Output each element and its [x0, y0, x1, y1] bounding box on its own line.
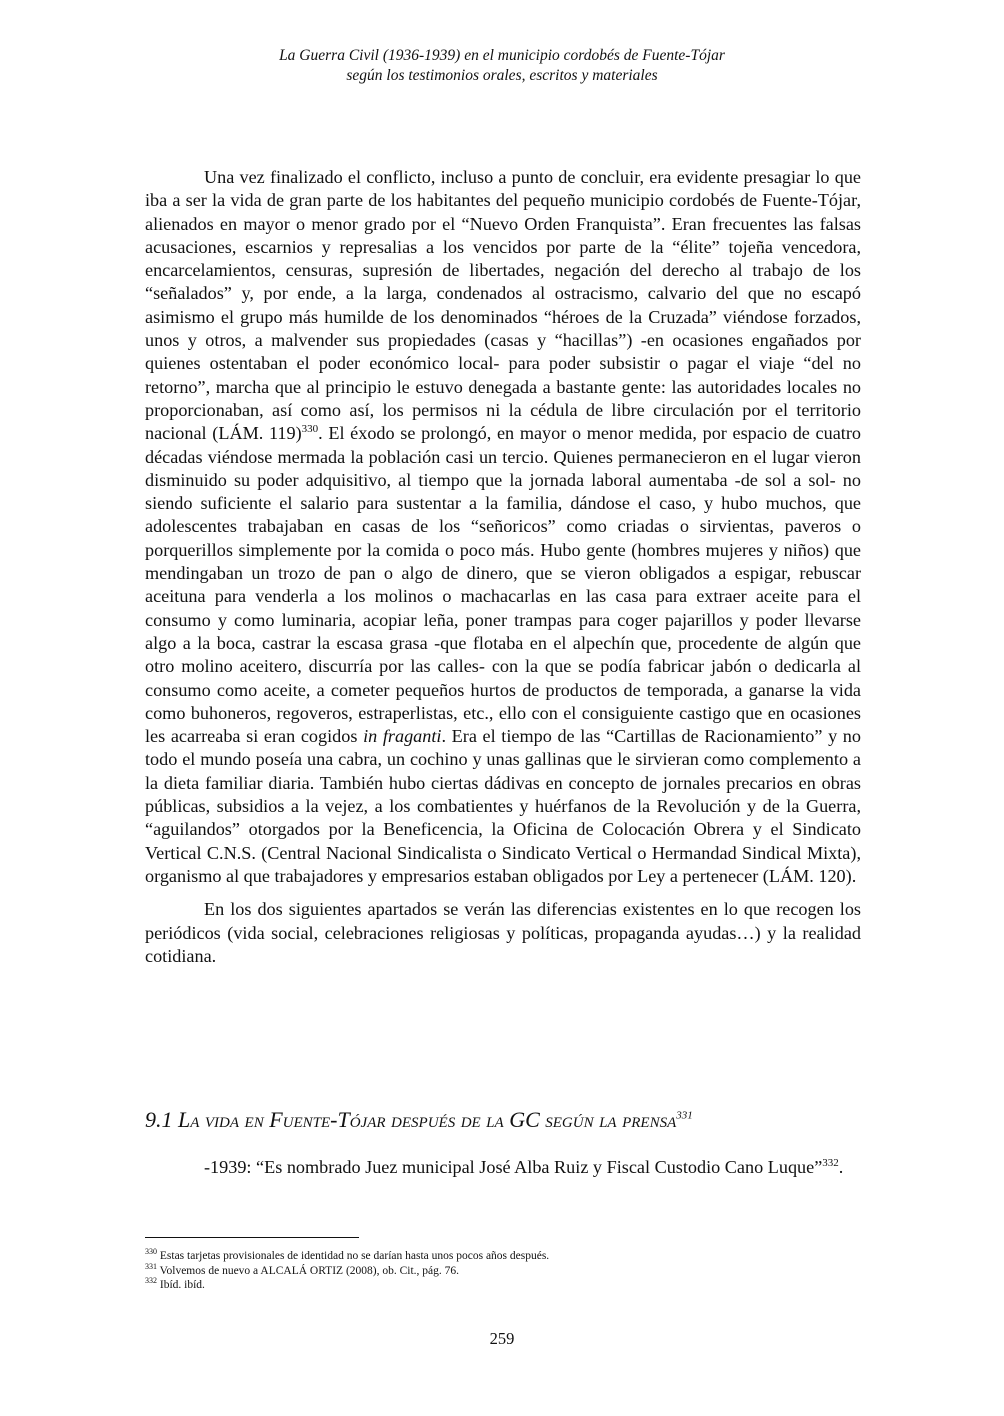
- footnote-332: [145, 1278, 861, 1293]
- footnote-text: Estas tarjetas provisionales de identidad no se darían hasta unos pocos años después.: [159, 1250, 550, 1262]
- footnote-330: [145, 1249, 861, 1264]
- running-header-title: La Guerra Civil (1936-1939) en el municipio cordobés de Fuente-Tójar: [279, 47, 725, 64]
- footnote-number: 330: [145, 1247, 157, 1257]
- footnote-ref-332[interactable]: 332: [822, 1156, 839, 1169]
- footnote-ref-331[interactable]: 331: [676, 1109, 693, 1122]
- footnote-divider: [145, 1237, 359, 1238]
- chronology-entry: [145, 1156, 861, 1179]
- paragraph-1-part-c: . Era el tiempo de las “Cartillas de Racionamiento” y no todo el mundo poseía una cabra, un cochino y unas gallinas que le sirvieran como complemento a la dieta familiar diaria. También hubo ciertas dádivas en concepto de jornales precarios en obras públicas, subsidios a la vejez, a los combatientes y huérfanos de la Revolución y de la Guerra, “aguilandos” otorgados por la Beneficencia, la Oficina de Colocación Obrera y el Sindicato Vertical C.N.S. (Central Nacional Sindicalista o Sindicato Vertical o Hermandad Sindical Mixta), organismo al que trabajadores y empresarios estaban obligados por Ley a pertenecer (LÁM. 120).: [145, 726, 861, 886]
- footnote-number: 331: [145, 1261, 157, 1271]
- footnote-text: Volvemos de nuevo a ALCALÁ ORTIZ (2008), ob. Cit., pág. 76.: [159, 1264, 460, 1277]
- page-number: 259: [489, 1329, 515, 1348]
- paragraph-1-part-b: . El éxodo se prolongó, en mayor o menor medida, por espacio de cuatro décadas viéndose mermada la población casi un tercio. Quienes permanecieron en el lugar vieron disminuido su poder adquisitivo, al tiempo que la jornada laboral aumentaba -de sol a sol- no siendo suficiente el salario para sustentar a la familia, dándose el caso, y hubo muchos, que adolescentes trabajaban en casas de los “señoricos” como criadas o sirvientas, paveros o porquerillos simplemente por la comida o poco más. Hubo gente (hombres mujeres y niños) que mendingaban un trozo de pan o algo de dinero, que se vieron obligados a espigar, rebuscar aceituna para venderla a los molinos o machacarlas en las casa para extraer aceite para el consumo y como luminaria, acopiar leña, poner trampas para coger pajarillos y poder llevarse algo a la boca, castrar la escasa grasa -que flotaba en el alpechín que, procedente de algún que otro molino aceitero, discurría por las calles- con la que se podía fabricar jabón o dedicarla al consumo como aceite, a cometer pequeños hurtos de productos de temporada, a ganarse la vida como buhoneros, regoveros, estraperlistas, etc., ello con el consiguiente castigo que en ocasiones les acarreaba si eran cogidos: [145, 423, 861, 747]
- running-header: [0, 46, 1004, 86]
- paragraph-1-part-a: Una vez finalizado el conflicto, incluso a punto de concluir, era evidente presagiar lo que iba a ser la vida de gran parte de los habitantes del pequeño municipio cordobés de Fuente-Tójar, alienados en mayor o menor grado por el “Nuevo Orden Franquista”. Eran frecuentes las falsas acusaciones, escarnios y represalias a los vencidos por parte de la “élite” tojeña vencedora, encarcelamientos, censuras, supresión de libertades, negación del derecho al trabajo de los “señalados” y, por ende, a la larga, condenados al ostracismo, calvario del que no escapó asimismo el grupo más humilde de los denominados “héroes de la Cruzada” viéndose forzados, unos y otros, a malvender sus propiedades (casas y “hacillas”) -en ocasiones engañados por quienes ostentaban el poder económico local- para poder subsistir o pagar el viaje “del no retorno”, marcha que al principio le estuvo denegada a bastante gente: las autoridades locales no proporcionaban, así como así, los permisos ni la cédula de libre circulación por el territorio nacional (LÁM. 119): [145, 167, 861, 444]
- footnote-text: Ibíd. ibíd.: [159, 1279, 205, 1291]
- section-heading: [145, 1106, 861, 1134]
- entry-end: .: [838, 1157, 844, 1177]
- footnote-ref-330[interactable]: 330: [301, 423, 319, 436]
- italic-phrase: in fraganti: [363, 726, 442, 747]
- paragraph-2: En los dos siguientes apartados se verán las diferencias existentes en lo que recogen los periódicos (vida social, celebraciones religiosas y políticas, propaganda ayudas…) y la realidad cotidiana.: [145, 899, 861, 966]
- running-header-subtitle: según los testimonios orales, escritos y materiales: [346, 67, 658, 84]
- footnotes: [145, 1249, 861, 1293]
- entry-text: -1939: “Es nombrado Juez municipal José Alba Ruiz y Fiscal Custodio Cano Luque”: [204, 1157, 823, 1177]
- section-heading-text: 9.1 La vida en Fuente-Tójar después de la GC según la prensa: [145, 1107, 677, 1132]
- paragraph-1: [145, 166, 861, 888]
- footnote-number: 332: [145, 1276, 157, 1286]
- body-text: [145, 166, 861, 968]
- footnote-331: [145, 1261, 861, 1279]
- entry-1939: [145, 1156, 861, 1179]
